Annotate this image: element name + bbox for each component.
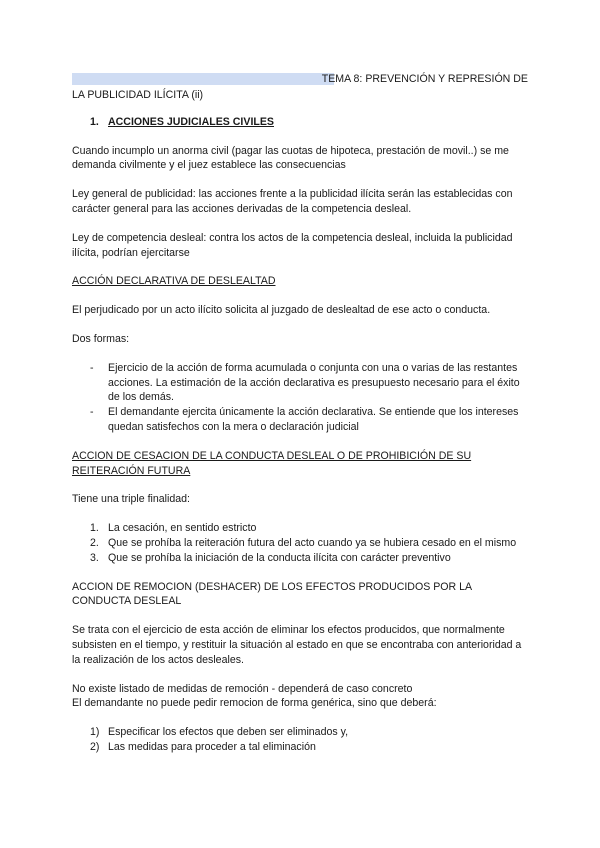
dash-list — [72, 361, 528, 435]
list-item — [72, 740, 528, 755]
list-item-text: La cesación, en sentido estricto — [108, 522, 257, 535]
paragraph: No existe listado de medidas de remoción - dependerá de caso concreto — [72, 682, 413, 695]
list-number: 2. — [90, 536, 99, 549]
title-highlight — [72, 73, 334, 85]
list-item-text: El demandante ejercita únicamente la acción declarativa. Se entiende que los intereses quedan satisfechos con la mera o declaración judicial — [108, 406, 519, 433]
paragraph: Cuando incumplo un anorma civil (pagar las cuotas de hipoteca, prestación de movil..) se me demanda civilmente y el juez establece las consecuencias — [72, 144, 509, 172]
document-body — [72, 72, 528, 755]
subsection-heading: ACCION DE CESACION DE LA CONDUCTA DESLEAL O DE PROHIBICIÓN DE SU REITERACIÓN FUTURA — [72, 449, 472, 477]
paragraph: Dos formas: — [72, 332, 130, 345]
list-item-text: Que se prohíba la reiteración futura del acto cuando ya se hubiera cesado en el mismo — [108, 536, 517, 549]
list-item-text: Especificar los efectos que deben ser eliminados y, — [108, 726, 349, 739]
list-item-text: Ejercicio de la acción de forma acumulada o conjunta con una o varias de las restantes acciones. La estimación de la acción declarativa es presupuesto necesario para el éxito de los demás. — [108, 361, 520, 404]
title-line — [72, 72, 528, 88]
list-number: 1. — [90, 522, 99, 535]
list-item — [72, 725, 528, 740]
list-number: 3. — [90, 551, 99, 564]
paragraph: Tiene una triple finalidad: — [72, 493, 190, 506]
section-number: 1. — [90, 115, 99, 128]
subsection-heading: ACCIÓN DECLARATIVA DE DESLEALTAD — [72, 275, 276, 288]
list-item — [72, 405, 528, 435]
section-heading — [90, 115, 528, 130]
section-title: ACCIONES JUDICIALES CIVILES — [108, 115, 274, 128]
list-number: 1) — [90, 726, 100, 739]
list-marker: - — [90, 361, 94, 374]
list-number: 2) — [90, 740, 100, 753]
list-item — [72, 521, 528, 536]
list-item — [72, 361, 528, 405]
list-item — [72, 536, 528, 551]
paragraph: El demandante no puede pedir remocion de forma genérica, sino que deberá: — [72, 697, 437, 710]
list-item-text: Que se prohíba la iniciación de la conducta ilícita con carácter preventivo — [108, 551, 451, 564]
numbered-list — [72, 521, 528, 565]
page-title: TEMA 8: PREVENCIÓN Y REPRESIÓN DE — [321, 73, 528, 85]
page-title-continued: LA PUBLICIDAD ILÍCITA (ii) — [72, 89, 204, 101]
numbered-list — [72, 725, 528, 755]
list-marker: - — [90, 406, 94, 419]
paragraph: Ley general de publicidad: las acciones frente a la publicidad ilícita serán las establecidas con carácter general para las acciones derivadas de la competencia desleal. — [72, 188, 513, 215]
list-item-text: Las medidas para proceder a tal eliminación — [108, 740, 316, 753]
paragraph: El perjudicado por un acto ilícito solicita al juzgado de deslealtad de ese acto o conducta. — [72, 304, 491, 317]
list-item — [72, 551, 528, 566]
subsection-heading: ACCION DE REMOCION (DESHACER) DE LOS EFECTOS PRODUCIDOS POR LA CONDUCTA DESLEAL — [72, 580, 472, 608]
paragraph: Se trata con el ejercicio de esta acción de eliminar los efectos producidos, que normalmente subsisten en el tiempo, y restituir la situación al estado en que se encontraba con anterioridad a la realización de los actos desleales. — [72, 624, 522, 666]
paragraph: Ley de competencia desleal: contra los actos de la competencia desleal, incluida la publicidad ilícita, podrían ejercitarse — [72, 231, 513, 259]
